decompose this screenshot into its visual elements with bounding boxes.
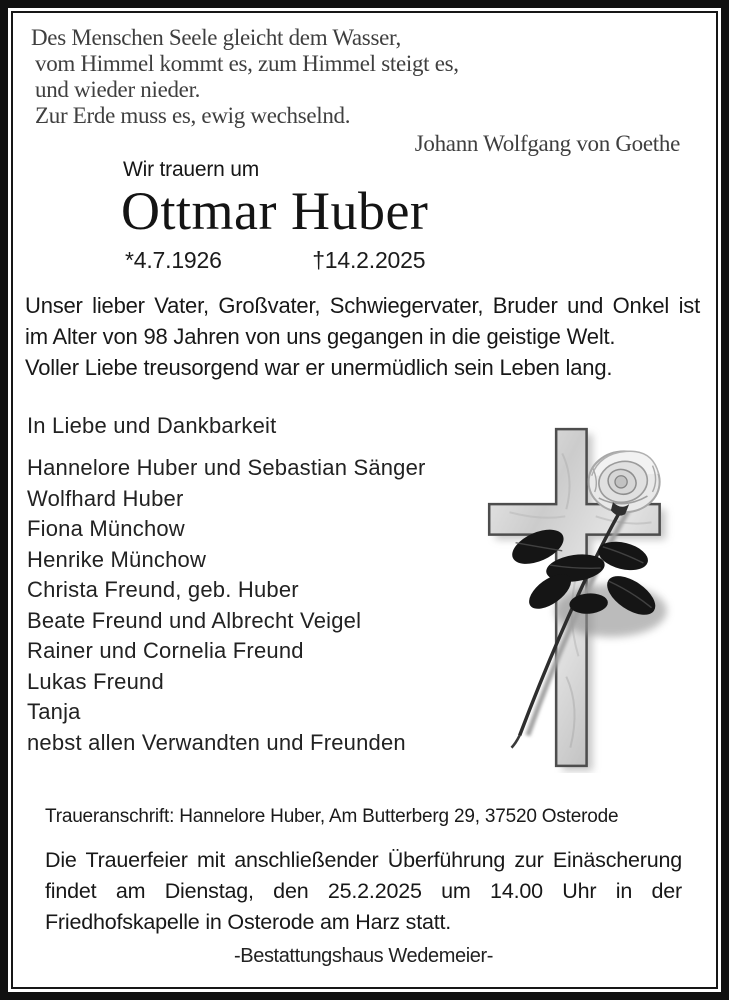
mourner-name: Lukas Freund	[27, 668, 164, 694]
cross-rose-svg	[478, 423, 683, 773]
mourner-name: Wolfhard Huber	[27, 485, 184, 511]
cross-with-rose-image	[478, 423, 683, 773]
ceremony-details: Die Trauerfeier mit anschließender Überführung zur Einäscherung findet am Dienstag, den 25.2.2025 um 14.00 Uhr in der Friedhofskapelle in Osterode am Harz statt.	[45, 848, 682, 934]
footer-block	[45, 806, 682, 968]
poem-attribution: Johann Wolfgang von Goethe	[414, 131, 680, 156]
poem-line: Zur Erde muss es, ewig wechselnd.	[35, 103, 351, 128]
poem-quote	[25, 25, 696, 157]
mourner-name: Fiona Münchow	[27, 516, 185, 541]
obituary-paragraph: Unser lieber Vater, Großvater, Schwiegervater, Bruder und Onkel ist im Alter von 98 Jahren von uns gegangen in die geistige Welt.	[25, 293, 700, 349]
poem-line: und wieder nieder.	[35, 77, 201, 102]
birth-date: *4.7.1926	[125, 247, 222, 273]
header-block	[25, 158, 696, 274]
mourner-name: Henrike Münchow	[27, 546, 207, 572]
life-dates	[125, 247, 696, 274]
mourning-intro: Wir trauern um	[123, 158, 260, 181]
obituary-inner-frame	[11, 11, 718, 989]
obituary-paragraph: Voller Liebe treusorgend war er unermüdlich sein Leben lang.	[25, 355, 613, 380]
mourner-name: Tanja	[27, 699, 81, 724]
mourners-intro: In Liebe und Dankbarkeit	[27, 413, 277, 438]
funeral-home: -Bestattungshaus Wedemeier-	[234, 945, 493, 967]
poem-line: vom Himmel kommt es, zum Himmel steigt es,	[35, 51, 459, 76]
mourner-name: Hannelore Huber und Sebastian Sänger	[27, 455, 426, 480]
mourner-name: Christa Freund, geb. Huber	[27, 577, 299, 602]
mourner-name: Rainer und Cornelia Freund	[27, 638, 304, 663]
mourner-name: nebst allen Verwandten und Freunden	[27, 729, 406, 755]
deceased-name: Ottmar Huber	[121, 181, 429, 241]
mourner-name: Beate Freund und Albrecht Veigel	[27, 607, 362, 633]
poem-line: Des Menschen Seele gleicht dem Wasser,	[31, 25, 401, 50]
obituary-text	[25, 290, 700, 383]
mourning-address: Traueranschrift: Hannelore Huber, Am Butterberg 29, 37520 Osterode	[45, 806, 619, 827]
death-date: †14.2.2025	[312, 247, 426, 273]
